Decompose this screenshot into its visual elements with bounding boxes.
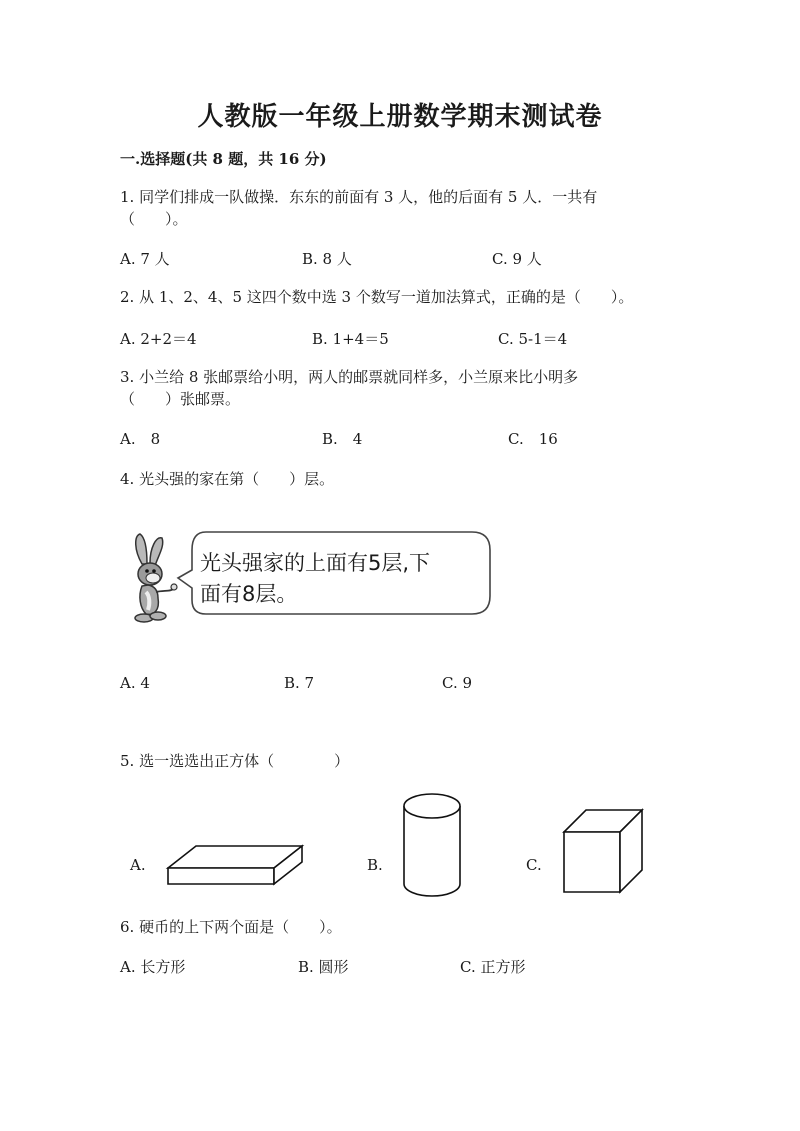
question-1-line-1: 1. 同学们排成一队做操．东东的前面有 3 人，他的后面有 5 人．一共有 [120, 188, 598, 206]
section-heading: 一.选择题(共 8 题，共 16 分) [120, 150, 327, 168]
cube-icon [560, 806, 646, 894]
question-6-option-b: B. 圆形 [298, 958, 349, 976]
question-3-option-a: A. 8 [120, 430, 161, 448]
bubble-text-line-2: 面有8层。 [200, 582, 298, 606]
question-1-option-b: B. 8 人 [302, 250, 352, 268]
cylinder-icon [400, 792, 464, 898]
question-3-line-1: 3. 小兰给 8 张邮票给小明，两人的邮票就同样多，小兰原来比小明多 [120, 368, 579, 386]
question-5-option-b: B. [367, 856, 383, 874]
question-6-line-1: 6. 硬币的上下两个面是（ ）。 [120, 918, 342, 936]
question-2-line-1: 2. 从 1、2、4、5 这四个数中选 3 个数写一道加法算式，正确的是（ ）。 [120, 288, 634, 306]
page-title: 人教版一年级上册数学期末测试卷 [197, 102, 603, 132]
question-2-option-c: C. 5-1＝4 [498, 330, 568, 348]
question-3-line-2: （ ）张邮票。 [120, 390, 241, 408]
question-6-option-a: A. 长方形 [120, 958, 186, 976]
question-1-option-c: C. 9 人 [492, 250, 542, 268]
question-2-option-a: A. 2+2＝4 [120, 330, 197, 348]
question-5-option-a: A. [130, 856, 146, 874]
question-3-option-c: C. 16 [508, 430, 558, 448]
question-4-option-c: C. 9 [442, 674, 473, 692]
bubble-text-line-1: 光头强家的上面有5层,下 [200, 551, 431, 575]
question-5-line-1: 5. 选一选选出正方体（ ） [120, 752, 350, 770]
question-1-option-a: A. 7 人 [120, 250, 170, 268]
flat-cuboid-icon [166, 842, 306, 886]
question-6-option-c: C. 正方形 [460, 958, 526, 976]
question-2-option-b: B. 1+4＝5 [312, 330, 389, 348]
question-4-option-b: B. 7 [284, 674, 315, 692]
question-5-option-c: C. [526, 856, 542, 874]
question-4-option-a: A. 4 [120, 674, 150, 692]
question-3-option-b: B. 4 [322, 430, 363, 448]
question-4-line-1: 4. 光头强的家在第（ ）层。 [120, 470, 335, 488]
question-1-line-2: （ ）。 [120, 210, 188, 228]
rabbit-icon [128, 530, 180, 630]
